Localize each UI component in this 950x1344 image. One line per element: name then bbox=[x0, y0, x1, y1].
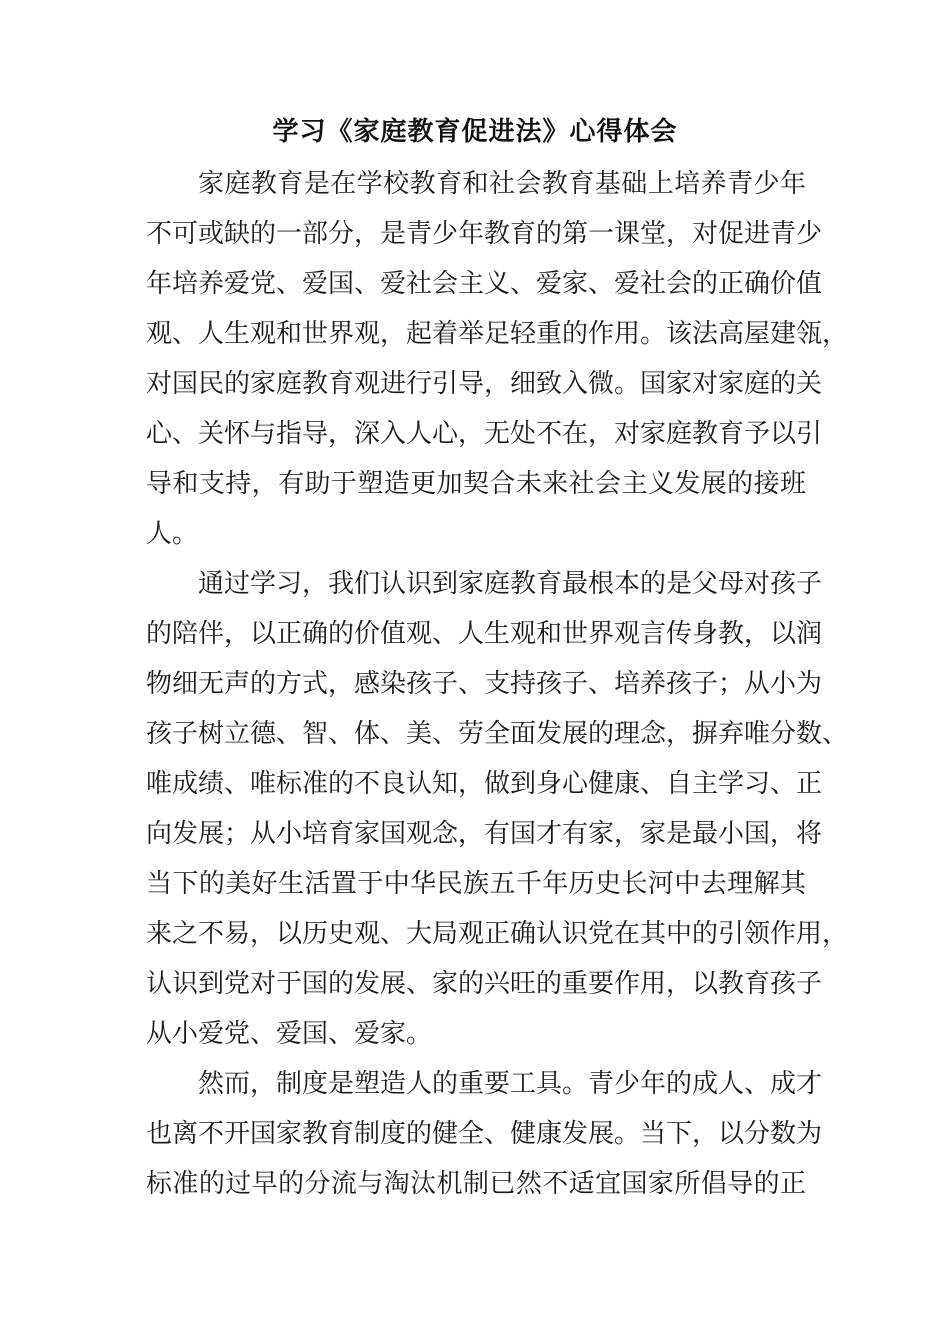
paragraph-2-line: 通过学习，我们认识到家庭教育最根本的是父母对孩子 bbox=[198, 569, 823, 599]
paragraph-1-line: 年培养爱党、爱国、爱社会主义、爱家、爱社会的正确价值 bbox=[146, 269, 823, 299]
paragraph-1-line: 家庭教育是在学校教育和社会教育基础上培养青少年 bbox=[198, 169, 806, 199]
document-title: 学习《家庭教育促进法》心得体会 bbox=[272, 117, 678, 147]
paragraph-1-line: 对国民的家庭教育观进行引导，细致入微。国家对家庭的关 bbox=[146, 369, 823, 399]
paragraph-2-line: 认识到党对于国的发展、家的兴旺的重要作用，以教育孩子 bbox=[146, 969, 823, 999]
paragraph-2-line: 从小爱党、爱国、爱家。 bbox=[146, 1019, 433, 1049]
paragraph-3-line: 也离不开国家教育制度的健全、健康发展。当下，以分数为 bbox=[146, 1119, 823, 1149]
paragraph-3-line: 标准的过早的分流与淘汰机制已然不适宜国家所倡导的正 bbox=[146, 1169, 806, 1199]
paragraph-2-line: 孩子树立德、智、体、美、劳全面发展的理念，摒弃唯分数、 bbox=[146, 719, 849, 749]
paragraph-1-line: 人。 bbox=[146, 519, 199, 549]
paragraph-2-line: 唯成绩、唯标准的不良认知，做到身心健康、自主学习、正 bbox=[146, 769, 823, 799]
paragraph-1-line: 心、关怀与指导，深入人心，无处不在，对家庭教育予以引 bbox=[146, 419, 823, 449]
paragraph-2-line: 当下的美好生活置于中华民族五千年历史长河中去理解其 bbox=[146, 869, 806, 899]
paragraph-1-line: 观、人生观和世界观，起着举足轻重的作用。该法高屋建瓴， bbox=[146, 319, 849, 349]
paragraph-1-line: 导和支持，有助于塑造更加契合未来社会主义发展的接班 bbox=[146, 469, 806, 499]
paragraph-3-line: 然而，制度是塑造人的重要工具。青少年的成人、成才 bbox=[198, 1069, 823, 1099]
paragraph-2-line: 来之不易，以历史观、大局观正确认识党在其中的引领作用， bbox=[146, 919, 849, 949]
paragraph-1-line: 不可或缺的一部分，是青少年教育的第一课堂，对促进青少 bbox=[146, 219, 823, 249]
paragraph-2-line: 的陪伴，以正确的价值观、人生观和世界观言传身教，以润 bbox=[146, 619, 823, 649]
paragraph-2-line: 向发展；从小培育家国观念，有国才有家，家是最小国，将 bbox=[146, 819, 823, 849]
paragraph-2-line: 物细无声的方式，感染孩子、支持孩子、培养孩子；从小为 bbox=[146, 669, 823, 699]
